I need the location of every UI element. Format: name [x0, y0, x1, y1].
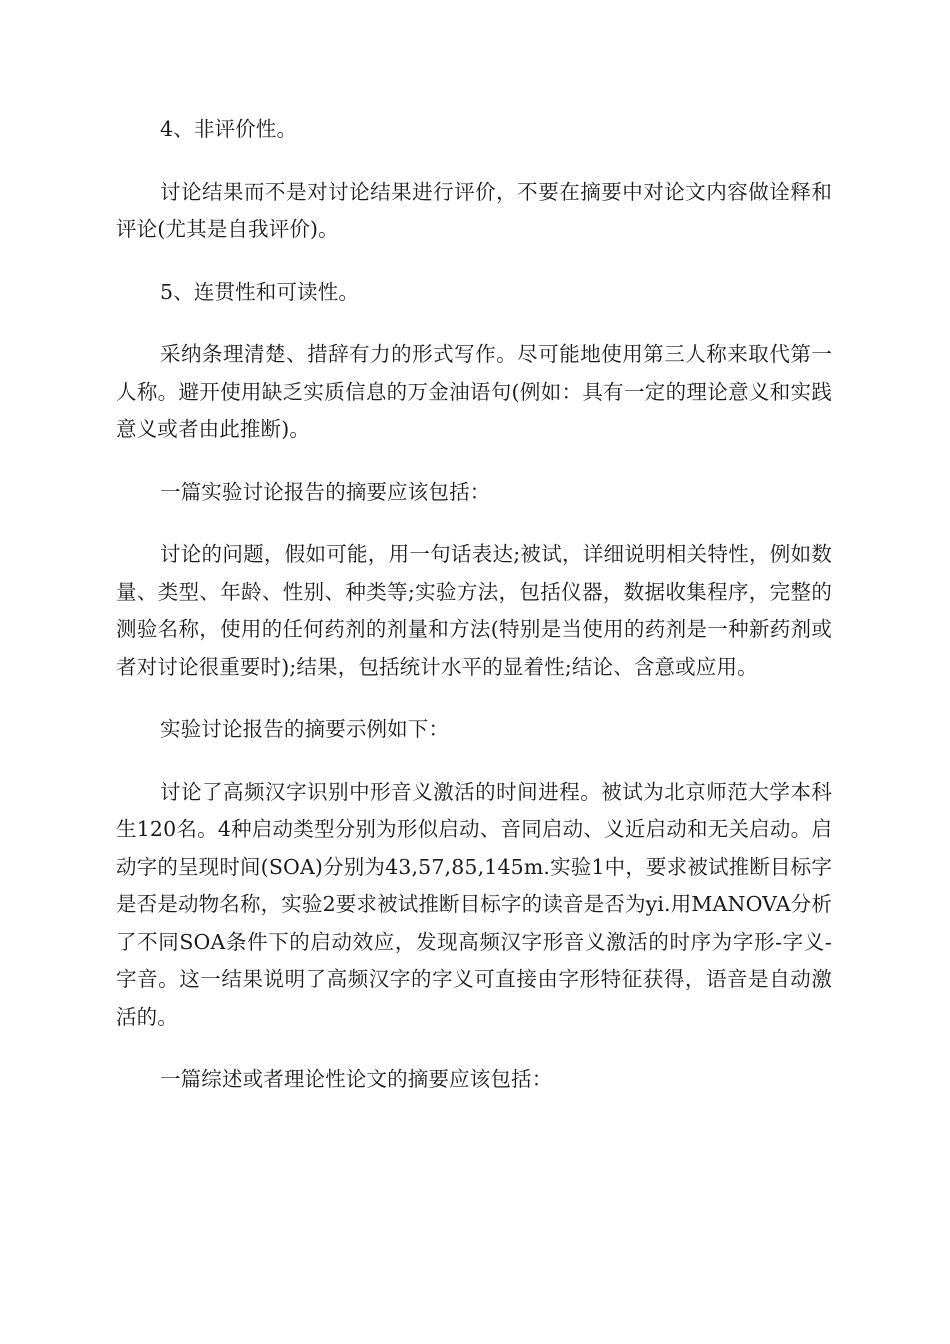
- paragraph-coherence-body: 采纳条理清楚、措辞有力的形式写作。尽可能地使用第三人称来取代第一人称。避开使用缺乏实质信息的万金油语句(例如：具有一定的理论意义和实践意义或者由此推断)。: [116, 342, 832, 441]
- paragraph-example-intro: 实验讨论报告的摘要示例如下：: [160, 717, 450, 741]
- paragraph-experiment-abstract-intro: 一篇实验讨论报告的摘要应该包括：: [160, 479, 491, 504]
- paragraph-non-evaluative-body: 讨论结果而不是对讨论结果进行评价，不要在摘要中对论文内容做诠释和评论(尤其是自我评价)。: [116, 179, 832, 241]
- section-heading-non-evaluative: 4、非评价性。: [160, 117, 298, 141]
- paragraph-experiment-abstract-contents: 讨论的问题，假如可能，用一句话表达;被试，详细说明相关特性，例如数量、类型、年龄、性别、种类等;实验方法，包括仪器，数据收集程序，完整的测验名称，使用的任何药剂的剂量和方法(特别是当使用的药剂是一种新药剂或者对讨论很重要时);结果，包括统计水平的显着性;结论、含意或应用。: [116, 542, 832, 679]
- section-heading-coherence: 5、连贯性和可读性。: [160, 279, 360, 304]
- paragraph-review-abstract-intro: 一篇综述或者理论性论文的摘要应该包括：: [160, 1067, 553, 1091]
- paragraph-example-abstract: 讨论了高频汉字识别中形音义激活的时间进程。被试为北京师范大学本科生120名。4种启动类型分别为形似启动、音同启动、义近启动和无关启动。启动字的呈现时间(SOA)分别为43,57,85,145m.实验1中，要求被试推断目标字是否是动物名称，实验2要求被试推断目标字的读音是否为yi.用MANOVA分析了不同SOA条件下的启动效应，发现高频汉字形音义激活的时序为字形-字义-字音。这一结果说明了高频汉字的字义可直接由字形特征获得，语音是自动激活的。: [116, 779, 832, 1029]
